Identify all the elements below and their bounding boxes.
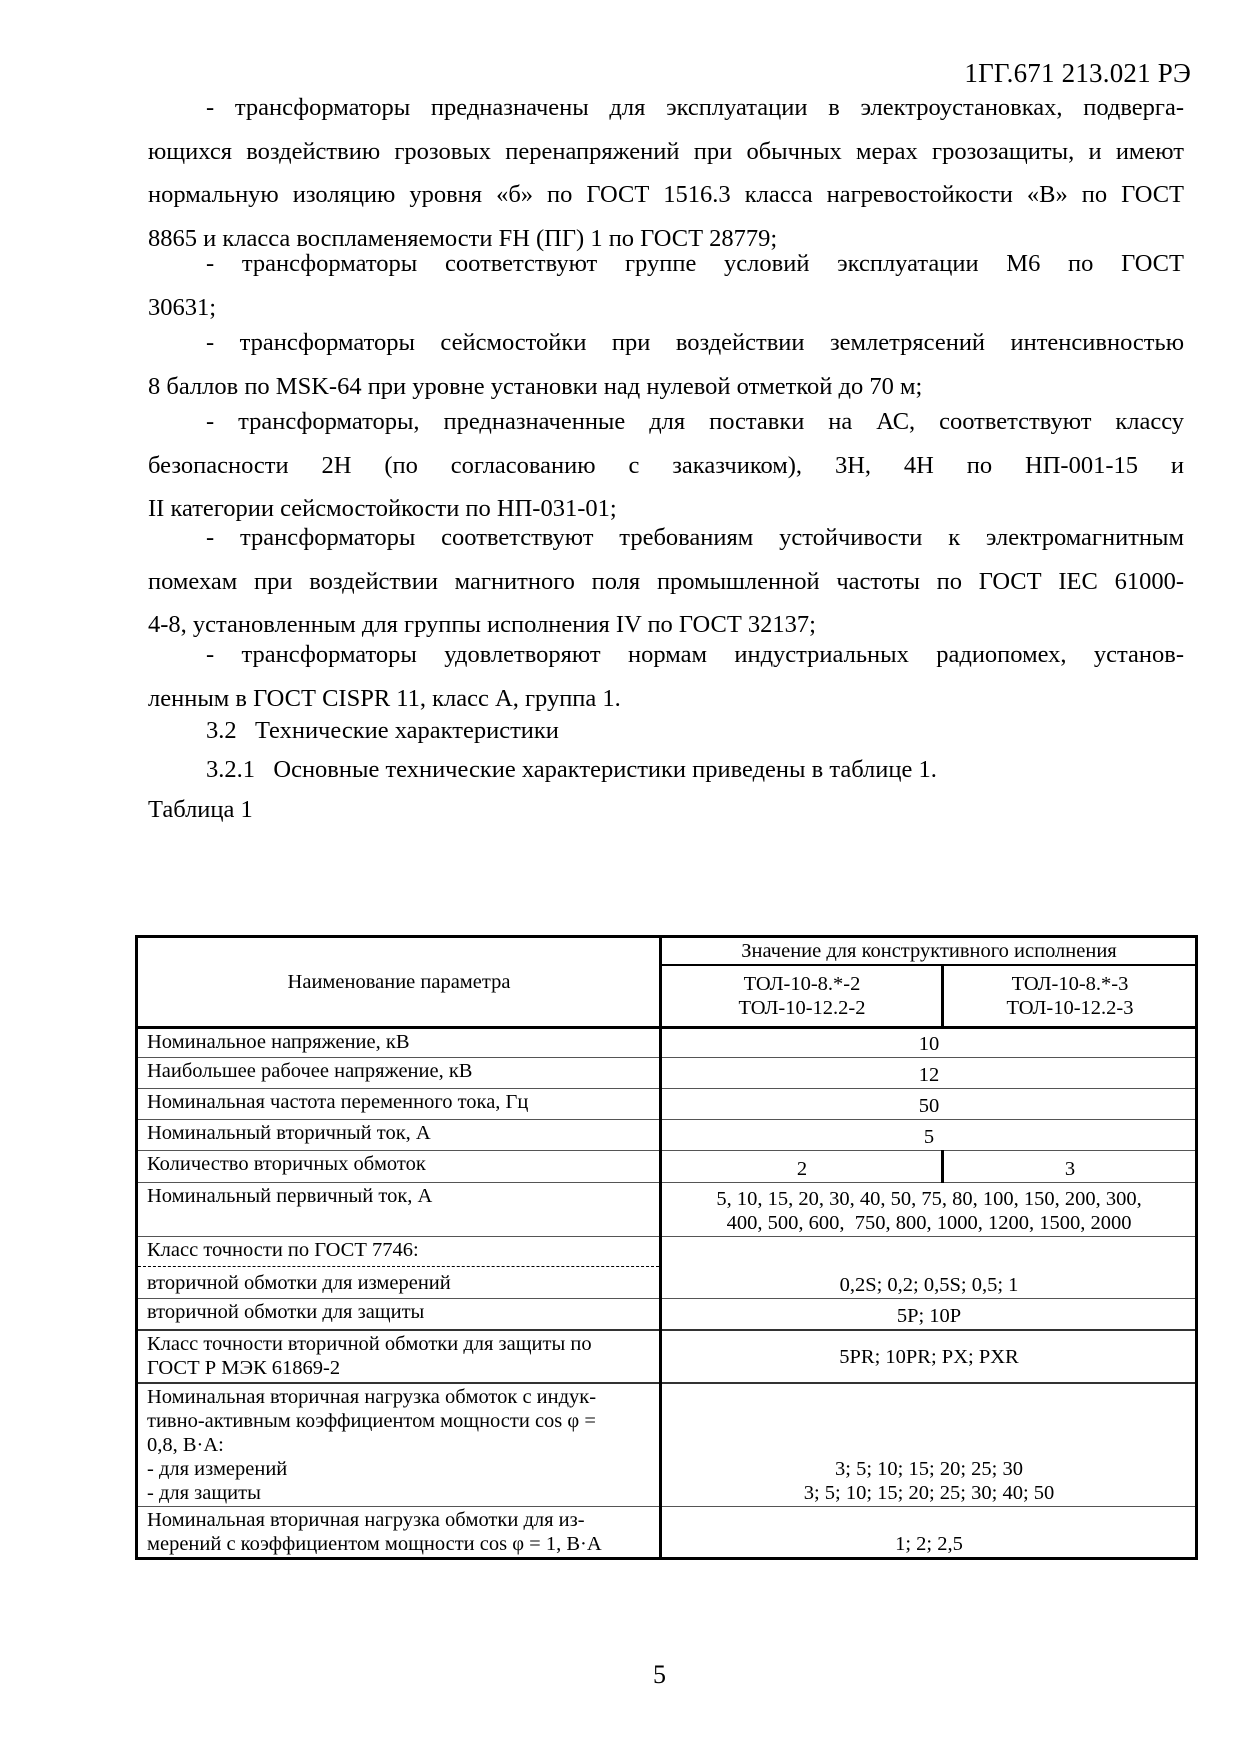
column-header-parameter: Наименование параметра	[137, 937, 661, 1028]
section-heading: 3.2 Технические характеристики	[206, 717, 559, 744]
name-line: - для измерений	[147, 1458, 288, 1480]
table-row	[137, 1298, 1197, 1330]
text-line: II категории сейсмостойкости по НП-031-01;	[148, 495, 617, 522]
table-row	[137, 1507, 1197, 1559]
name-line: - для защиты	[147, 1482, 261, 1504]
specifications-table	[135, 935, 1198, 1560]
page-number: 5	[653, 1660, 666, 1689]
param-value: 10	[661, 1027, 1197, 1057]
column-header-variant-3	[943, 965, 1197, 1027]
name-line: тивно-активным коэффициентом мощности cos φ =	[147, 1410, 596, 1432]
param-value	[661, 1182, 1197, 1236]
text-line: - трансформаторы предназначены для эксплуатации в электроустановках, подверга-	[206, 94, 1184, 121]
variant-label: ТОЛ-10-8.*-3	[1011, 972, 1129, 995]
text-line: - трансформаторы удовлетворяют нормам индустриальных радиопомех, установ-	[206, 641, 1184, 668]
column-header-variant-2	[661, 965, 943, 1027]
text-line: - трансформаторы соответствуют требованиям устойчивости к электромагнитным	[206, 524, 1184, 551]
paragraph-nuclear-safety	[148, 400, 1184, 531]
table-caption: Таблица 1	[148, 796, 253, 823]
subsection-heading: 3.2.1 Основные технические характеристики приведены в таблице 1.	[206, 756, 937, 783]
text-line: 4-8, установленным для группы исполнения IV по ГОСТ 32137;	[148, 611, 816, 638]
variant-label: ТОЛ-10-12.2-3	[1006, 996, 1134, 1019]
paragraph-radio-interference	[148, 633, 1184, 720]
table-row	[137, 1236, 1197, 1298]
variant-label: ТОЛ-10-12.2-2	[738, 996, 866, 1019]
param-value	[661, 1383, 1197, 1507]
name-line: Номинальная вторичная нагрузка обмотки для из-	[147, 1509, 585, 1531]
name-line: Номинальная вторичная нагрузка обмоток с индук-	[147, 1386, 597, 1408]
table-row	[137, 1150, 1197, 1182]
text-line: 8 баллов по MSK-64 при уровне установки над нулевой отметкой до 70 м;	[148, 372, 923, 400]
text-line: - трансформаторы сейсмостойки при воздействии землетрясений интенсивностью	[206, 329, 1184, 356]
table-row	[137, 1057, 1197, 1088]
param-name	[137, 1507, 661, 1559]
text-line: ющихся воздействию грозовых перенапряжений при обычных мерах грозозащиты, и имеют	[148, 137, 1184, 165]
param-name: Номинальное напряжение, кВ	[137, 1027, 661, 1057]
text-line: - трансформаторы соответствуют группе условий эксплуатации М6 по ГОСТ	[206, 250, 1184, 277]
param-name	[137, 1330, 661, 1383]
param-name	[137, 1383, 661, 1507]
param-value-variant-3: 3	[943, 1150, 1197, 1182]
param-name: Номинальная частота переменного тока, Гц	[137, 1088, 661, 1119]
param-value: 0,2S; 0,2; 0,5S; 0,5; 1	[661, 1236, 1197, 1298]
value-line: 3; 5; 10; 15; 20; 25; 30; 40; 50	[803, 1482, 1055, 1504]
param-name: вторичной обмотки для защиты	[137, 1298, 661, 1330]
param-value: 5	[661, 1119, 1197, 1150]
text-line: ленным в ГОСТ CISPR 11, класс А, группа 1.	[148, 684, 621, 712]
paragraph-climate-group	[148, 242, 1184, 329]
table-row	[137, 1383, 1197, 1507]
text-line: помехам при воздействии магнитного поля промышленной частоты по ГОСТ IEC 61000-	[148, 567, 1184, 595]
variant-label: ТОЛ-10-8.*-2	[743, 972, 861, 995]
table-row	[137, 1330, 1197, 1383]
value-line: 3; 5; 10; 15; 20; 25; 30	[835, 1458, 1023, 1480]
param-name: Номинальный первичный ток, А	[137, 1182, 661, 1236]
param-group-title: Класс точности по ГОСТ 7746:	[147, 1238, 419, 1261]
table-row	[137, 1027, 1197, 1057]
param-value: 50	[661, 1088, 1197, 1119]
text-line: - трансформаторы, предназначенные для поставки на АС, соответствуют классу	[206, 408, 1184, 435]
name-line: Класс точности вторичной обмотки для защиты по	[147, 1333, 592, 1355]
param-name: Количество вторичных обмоток	[137, 1150, 661, 1182]
table-row	[137, 1182, 1197, 1236]
param-name	[137, 1236, 661, 1298]
text-line: 8865 и класса воспламеняемости FH (ПГ) 1 по ГОСТ 28779;	[148, 224, 778, 252]
table-row	[137, 1119, 1197, 1150]
param-value: 12	[661, 1057, 1197, 1088]
name-line: 0,8, В·А:	[147, 1434, 224, 1456]
param-value: 5PR; 10PR; PX; PXR	[661, 1330, 1197, 1383]
param-value: 1; 2; 2,5	[661, 1507, 1197, 1559]
table-row	[137, 1088, 1197, 1119]
param-value: 5P; 10P	[661, 1298, 1197, 1330]
name-line: мерений с коэффициентом мощности cos φ = 1, В·А	[147, 1533, 602, 1555]
paragraph-operating-conditions	[148, 86, 1184, 260]
paragraph-seismic	[148, 321, 1184, 408]
text-line: безопасности 2Н (по согласованию с заказчиком), 3Н, 4Н по НП-001-15 и	[148, 451, 1184, 479]
value-line: 400, 500, 600, 750, 800, 1000, 1200, 1500, 2000	[726, 1211, 1132, 1234]
param-subitem: вторичной обмотки для измерений	[138, 1266, 659, 1295]
paragraph-emc	[148, 516, 1184, 647]
param-name: Номинальный вторичный ток, А	[137, 1119, 661, 1150]
text-line: нормальную изоляцию уровня «б» по ГОСТ 1516.3 класса нагревостойкости «В» по ГОСТ	[148, 181, 1184, 208]
param-name: Наибольшее рабочее напряжение, кВ	[137, 1057, 661, 1088]
document-code: 1ГГ.671 213.021 РЭ	[964, 58, 1191, 88]
name-line: ГОСТ Р МЭК 61869-2	[147, 1357, 341, 1379]
text-line: 30631;	[148, 293, 217, 321]
column-header-value-group: Значение для конструктивного исполнения	[661, 937, 1197, 966]
value-line: 5, 10, 15, 20, 30, 40, 50, 75, 80, 100, 150, 200, 300,	[716, 1187, 1142, 1210]
param-value-variant-2: 2	[661, 1150, 943, 1182]
